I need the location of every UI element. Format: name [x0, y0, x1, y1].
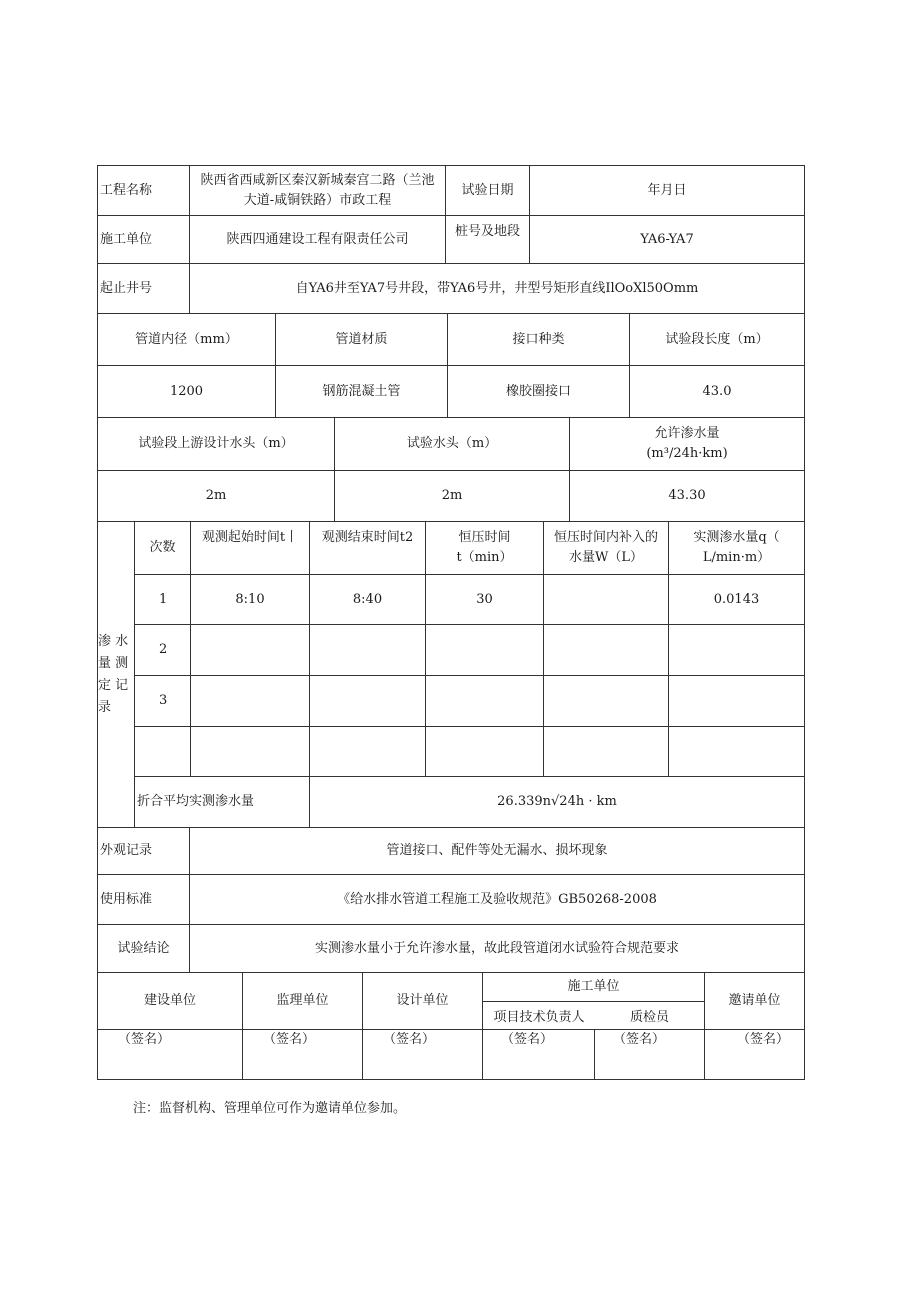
signature-header-row: [97, 973, 805, 1030]
seepage-cell-count[interactable]: 1: [159, 591, 168, 607]
seepage-cell-end[interactable]: [309, 676, 425, 726]
pipe-value-row: [97, 366, 805, 418]
tech-lead-sign[interactable]: （签名）: [482, 1030, 594, 1079]
section-length-header: 试验段长度（m）: [629, 314, 804, 365]
project-name-value: [189, 166, 445, 215]
pipe-diameter-header: 管道内径（mm）: [135, 331, 238, 347]
seepage-cell-start[interactable]: [190, 727, 309, 776]
allowed-seepage-header-line2: (m³/24h·km): [646, 446, 728, 461]
conclusion-value: 实测渗水量小于允许渗水量，故此段管道闭水试验符合规范要求: [189, 925, 804, 972]
seepage-cell-duration[interactable]: [425, 727, 543, 776]
seepage-cell-duration[interactable]: [425, 676, 543, 726]
seepage-row: [135, 574, 804, 624]
test-head-header: 试验水头（m）: [334, 418, 569, 470]
inspector-sign[interactable]: （签名）: [594, 1030, 704, 1079]
col-duration-line1: 恒压时间: [458, 530, 511, 545]
project-row: [97, 165, 805, 216]
supervisor-sign[interactable]: （签名）: [242, 1030, 362, 1079]
seepage-cell-start[interactable]: 8:10: [190, 575, 309, 624]
test-date-label: 试验日期: [445, 166, 529, 215]
contractor-row: [97, 216, 805, 264]
head-header-row: [97, 418, 805, 471]
joint-type-header: 接口种类: [447, 314, 629, 365]
designer-sign[interactable]: （签名）: [362, 1030, 482, 1079]
upstream-head-header: 试验段上游设计水头（m）: [138, 436, 294, 451]
joint-type-value: 橡胶圈接口: [447, 366, 629, 417]
supervisor-label: 监理单位: [242, 973, 362, 1029]
col-water-line2: 水量W（L）: [569, 550, 643, 565]
seepage-cell-count[interactable]: 2: [159, 642, 168, 657]
conclusion-label: 试验结论: [117, 940, 170, 956]
seepage-block: [97, 522, 805, 828]
seepage-cell-water[interactable]: [543, 676, 668, 726]
seepage-cell-end[interactable]: [309, 727, 425, 776]
seepage-row: [135, 624, 804, 675]
seepage-cell-measured[interactable]: [668, 676, 804, 726]
contractor-value: 陕西四通建设工程有限责任公司: [189, 216, 445, 263]
side-label-line4: 录: [98, 699, 112, 715]
col-measured-line2: L/min·m）: [702, 550, 771, 565]
col-count: 次数: [149, 540, 176, 555]
station-label: 桩号及地段: [445, 216, 529, 263]
col-start: 观测起始时间t丨: [190, 522, 309, 574]
seepage-cell-duration[interactable]: 30: [425, 575, 543, 624]
wells-label: 起止井号: [100, 280, 153, 296]
invited-sign[interactable]: （签名）: [704, 1030, 804, 1079]
col-end: 观测结束时间t2: [309, 522, 425, 574]
inspector-label: 质检员: [629, 1010, 669, 1025]
signature-row: [97, 1030, 805, 1080]
pipe-diameter-value: 1200: [169, 383, 204, 399]
side-label-line1: 渗 水: [98, 633, 129, 649]
appearance-value: 管道接口、配件等处无漏水、损坏现象: [189, 828, 804, 874]
designer-label: 设计单位: [362, 973, 482, 1029]
seepage-side-label: [98, 522, 134, 827]
project-name-line1: 陕西省西咸新区秦汉新城秦宫二路（兰池: [200, 172, 435, 188]
average-row: [135, 776, 804, 827]
side-label-line2: 量 测: [98, 655, 129, 671]
standard-label: 使用标准: [100, 891, 153, 907]
seepage-cell-water[interactable]: [543, 727, 668, 776]
seepage-cell-measured[interactable]: [668, 625, 804, 675]
wells-row: [97, 264, 805, 314]
head-value-row: [97, 471, 805, 522]
average-label: 折合平均实测渗水量: [137, 794, 255, 809]
seepage-header: [135, 522, 804, 574]
construction-group: [482, 973, 704, 1029]
seepage-cell-start[interactable]: [190, 625, 309, 675]
pipe-material-header: 管道材质: [275, 314, 447, 365]
col-water: [543, 522, 668, 574]
allowed-seepage-value: 43.30: [569, 471, 804, 521]
station-value: YA6-YA7: [529, 216, 804, 263]
seepage-cell-measured[interactable]: 0.0143: [668, 575, 804, 624]
seepage-cell-start[interactable]: [190, 676, 309, 726]
seepage-table: [134, 522, 804, 827]
contractor-label: 施工单位: [100, 231, 153, 247]
construction-label: 施工单位: [483, 973, 704, 1002]
appearance-label: 外观记录: [100, 843, 153, 858]
col-duration: [425, 522, 543, 574]
wells-value: 自YA6井至YA7号井段，带YA6号井，井型号矩形直线IlOoXl50Omm: [189, 264, 804, 313]
pipe-header-row: [97, 314, 805, 366]
seepage-cell-count[interactable]: 3: [159, 693, 168, 708]
standard-row: [97, 875, 805, 925]
test-head-value: 2m: [334, 471, 569, 521]
allowed-seepage-header-line1: 允许渗水量: [654, 426, 720, 441]
standard-value: 《给水排水管道工程施工及验收规范》GB50268-2008: [189, 875, 804, 924]
col-duration-line2: t（min）: [456, 550, 513, 565]
footnote: 注：监督机构、管理单位可作为邀请单位参加。: [133, 1101, 407, 1116]
seepage-cell-water[interactable]: [543, 625, 668, 675]
builder-sign[interactable]: （签名）: [118, 1032, 171, 1047]
conclusion-row: [97, 925, 805, 973]
builder-label: 建设单位: [143, 993, 196, 1008]
seepage-cell-count[interactable]: [135, 727, 190, 776]
col-measured-line1: 实测渗水量q（: [693, 530, 780, 545]
seepage-cell-end[interactable]: [309, 625, 425, 675]
seepage-cell-end[interactable]: 8:40: [309, 575, 425, 624]
seepage-row: [135, 675, 804, 726]
average-value: 26.339n√24h · km: [309, 777, 804, 827]
section-length-value: 43.0: [629, 366, 804, 417]
project-name-line2: 大道-咸铜铁路）市政工程: [243, 192, 392, 208]
pipe-material-value: 钢筋混凝土管: [275, 366, 447, 417]
project-name-label: 工程名称: [100, 182, 153, 198]
allowed-seepage-header: [569, 418, 804, 470]
col-water-line1: 恒压时间内补入的: [553, 530, 658, 545]
tech-lead-label: 项目技术负责人: [493, 1010, 585, 1025]
seepage-row: [135, 726, 804, 776]
seepage-cell-water[interactable]: [543, 575, 668, 624]
seepage-cell-measured[interactable]: [668, 727, 804, 776]
invited-label: 邀请单位: [704, 973, 804, 1029]
closed-water-test-form: [97, 165, 805, 1080]
test-date-value: 年月日: [529, 166, 804, 215]
side-label-line3: 定 记: [98, 677, 129, 693]
col-measured: [668, 522, 804, 574]
seepage-cell-duration[interactable]: [425, 625, 543, 675]
appearance-row: [97, 828, 805, 875]
upstream-head-value: 2m: [205, 488, 227, 503]
